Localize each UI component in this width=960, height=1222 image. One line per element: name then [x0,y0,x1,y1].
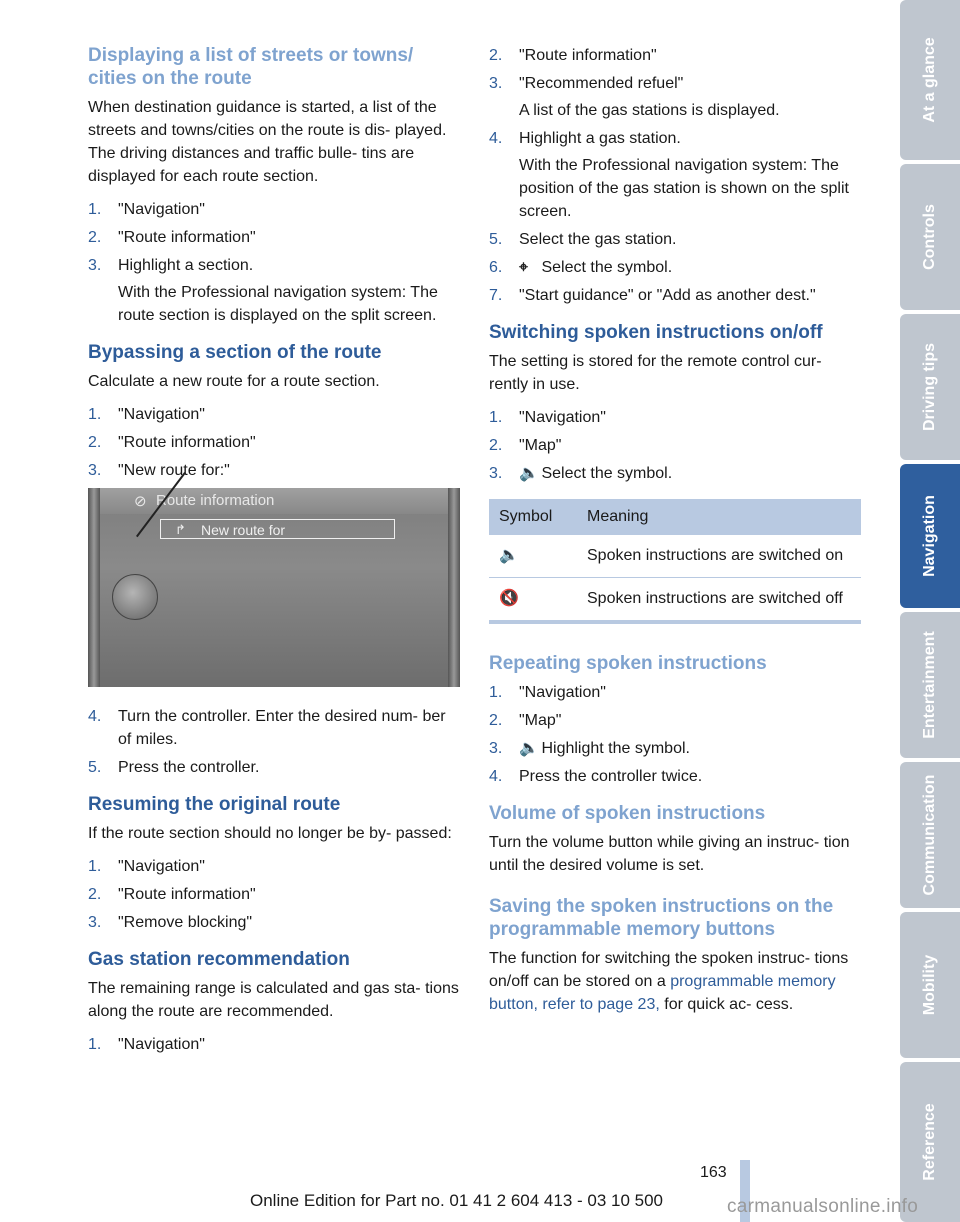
street-list-steps [88,198,460,327]
list-item: 2. "Map" [489,712,562,729]
heading-repeating: Repeating spoken instructions [489,653,767,674]
list-item: 2. "Route information" [88,434,256,451]
list-item: 3. "Remove blocking" [88,914,253,931]
route-info-icon: ⊘ [134,493,147,510]
step-note: A list of the gas stations is displayed. [519,102,780,119]
screen-title: Route information [156,492,275,509]
list-item: 3. "New route for:" [88,462,230,479]
list-item: 2. "Route information" [88,886,256,903]
street-list-intro: When destination guidance is started, a list of the streets and towns/cities on the route is dis- played. The driving distances and traffic bulle- tins are displayed for each route section. [88,99,447,185]
step-note: With the Professional navigation system: The position of the gas station is shown on the split screen. [519,157,849,220]
list-item: 1. "Navigation" [88,201,205,218]
control-display-screenshot [88,488,460,687]
heading-bypass: Bypassing a section of the route [88,342,382,363]
left-column [88,44,460,1070]
table-row: 🔇 Spoken instructions are switched off [489,578,861,623]
list-item: 5. Press the controller. [88,759,260,776]
resume-steps [88,855,460,934]
speaker-on-icon: 🔈 [499,547,519,564]
right-column [489,44,861,1016]
tab-communication[interactable]: Communication [900,762,960,908]
list-item: 1. "Navigation" [88,406,205,423]
step-note: With the Professional navigation system: The route section is displayed on the split screen. [118,284,438,324]
list-item: 4. Turn the controller. Enter the desired num- ber of miles. [88,708,446,748]
bypass-icon: ↱ [175,522,186,537]
speaker-off-icon: 🔇 [499,590,519,607]
speaker-on-icon: 🔈 [519,465,539,482]
chapter-tabs [900,0,960,1222]
page-number: 163 [700,1164,727,1181]
bypass-steps [88,403,460,482]
spoken-intro: The setting is stored for the remote control cur- rently in use. [489,353,822,393]
list-item: 2. "Route information" [489,47,657,64]
page-reference-link[interactable]: programmable memory button, refer to page 23, [489,973,836,1013]
heading-volume: Volume of spoken instructions [489,803,766,824]
list-item: 3. Highlight a section. With the Professional navigation system: The route section is displayed on the split screen. [88,254,460,327]
target-flag-icon: ⌖ [519,259,529,276]
list-item: 4. Highlight a gas station. With the Professional navigation system: The position of the gas station is shown on the split screen. [489,127,861,223]
table-header-meaning: Meaning [577,499,861,535]
saving-text: The function for switching the spoken instruc- tions on/off can be stored on a programmable memory button, refer to page 23, for quick ac- cess. [489,950,849,1013]
tab-navigation[interactable]: Navigation [900,464,960,608]
list-item: 4. Press the controller twice. [489,768,703,785]
list-item: 1. "Navigation" [489,684,606,701]
gas-station-steps-continued [489,44,861,307]
gas-station-steps [88,1033,460,1056]
controller-knob [112,574,158,620]
list-item: 5. Select the gas station. [489,231,677,248]
repeating-steps [489,681,861,788]
list-item: 3. 🔈 Highlight the symbol. [489,737,861,760]
watermark: carmanualsonline.info [727,1196,919,1217]
tab-controls[interactable]: Controls [900,164,960,310]
list-item: 1. "Navigation" [489,409,606,426]
speaker-on-icon: 🔈 [519,740,539,757]
screen-menu-row: ↱ New route for [160,519,395,539]
heading-saving: Saving the spoken instructions on the programmable memory buttons [489,896,834,940]
resume-intro: If the route section should no longer be by- passed: [88,825,452,842]
list-item: 1. "Navigation" [88,858,205,875]
heading-gas-station: Gas station recommendation [88,949,350,970]
table-row: 🔈 Spoken instructions are switched on [489,535,861,578]
bypass-intro: Calculate a new route for a route section. [88,373,380,390]
bypass-steps-continued [88,705,460,779]
list-item: 7. "Start guidance" or "Add as another dest." [489,287,816,304]
heading-spoken-on-off: Switching spoken instructions on/off [489,322,823,343]
tab-entertainment[interactable]: Entertainment [900,612,960,758]
table-header-symbol: Symbol [489,499,577,535]
tab-driving-tips[interactable]: Driving tips [900,314,960,460]
list-item: 2. "Route information" [88,229,256,246]
symbol-table [489,499,861,624]
tab-at-a-glance[interactable]: At a glance [900,0,960,160]
list-item: 2. "Map" [489,437,562,454]
tab-reference[interactable]: Reference [900,1062,960,1222]
list-item: 1. "Navigation" [88,1036,205,1053]
tab-mobility[interactable]: Mobility [900,912,960,1058]
footer-edition: Online Edition for Part no. 01 41 2 604 413 - 03 10 500 [250,1191,664,1210]
list-item: 6. ⌖ Select the symbol. [489,256,861,279]
volume-text: Turn the volume button while giving an instruc- tion until the desired volume is set. [489,834,850,874]
list-item: 3. 🔈 Select the symbol. [489,462,861,485]
list-item: 3. "Recommended refuel" A list of the gas stations is displayed. [489,72,861,122]
spoken-steps [489,406,861,485]
heading-resume: Resuming the original route [88,794,341,815]
heading-street-list: Displaying a list of streets or towns/ cities on the route [88,45,414,89]
gas-station-intro: The remaining range is calculated and gas sta- tions along the route are recommended. [88,980,459,1020]
